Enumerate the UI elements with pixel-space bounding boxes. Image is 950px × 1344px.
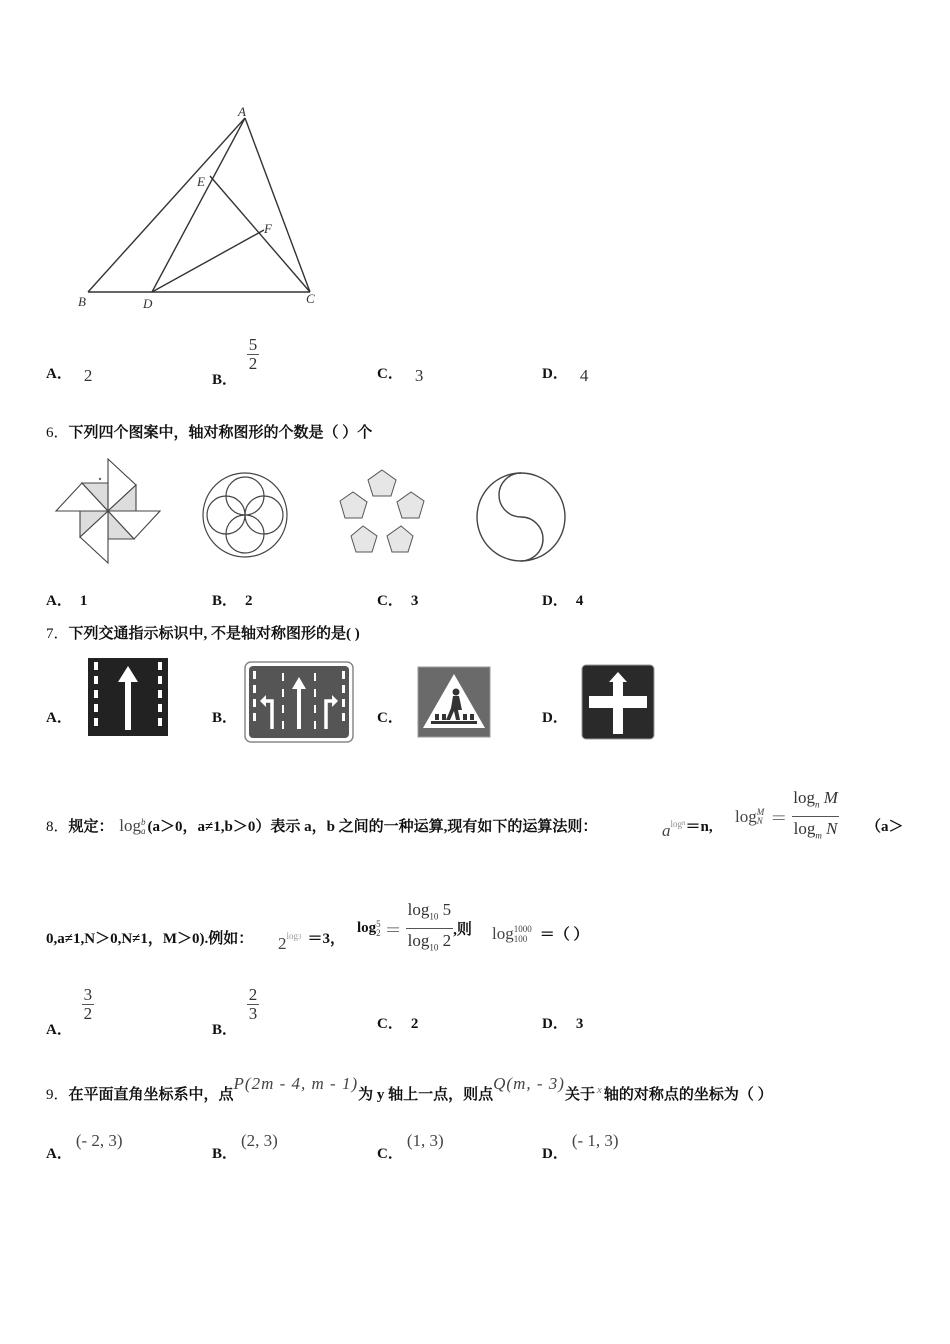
q8-example1: $2^{log3} =3$， — [278, 931, 346, 953]
q6-stem: 6．下列四个图案中，轴对称图形的个数是（ ）个 — [46, 425, 373, 441]
label-e: E — [197, 174, 205, 189]
label-d: D — [143, 296, 153, 311]
q7-option-c[interactable]: C． — [377, 710, 403, 726]
q6-option-c[interactable]: C． 3 — [377, 593, 419, 609]
log-a-b: log b a — [119, 816, 146, 837]
q6-option-b[interactable]: B． 2 — [212, 593, 253, 609]
q8-option-c[interactable]: C． 2 — [377, 1016, 419, 1032]
pentagon-ring-figure — [336, 468, 428, 558]
q9-option-b[interactable]: B．(2, 3) — [212, 1131, 278, 1162]
q8-line1-tail: （a＞ — [866, 819, 904, 835]
q5-option-c[interactable]: C． 3 — [377, 366, 424, 385]
point-q: Q(m, - 3) — [493, 1074, 565, 1093]
label-c: C — [306, 291, 315, 306]
triangle-figure — [70, 100, 340, 315]
label-a: A — [238, 104, 246, 119]
q8-question: log 1000 100 ＝（ ） — [492, 923, 589, 944]
q5-option-b[interactable]: B． $\frac{5}{2}$ — [212, 335, 258, 388]
q8-rule1: $a^{logn}=n$, — [662, 819, 713, 840]
q5-option-d[interactable]: D． 4 — [542, 366, 589, 385]
q8-option-b[interactable]: B． $\frac{2}{3}$ — [212, 985, 258, 1038]
line-ec — [210, 176, 310, 292]
q8-option-d[interactable]: D． 3 — [542, 1016, 584, 1032]
label-f: F — [264, 221, 272, 236]
pedestrian-crossing-sign — [417, 666, 491, 738]
q8-example2: log 5 2 ＝ $\frac{\log_{10} 5}{\log_{10} 2}$ ,则 — [357, 898, 472, 960]
pinwheel-figure — [52, 455, 164, 567]
q7-option-a[interactable]: A． — [46, 710, 72, 726]
q9-option-c[interactable]: C．(1, 3) — [377, 1131, 444, 1162]
point-p: P(2m - 4, m - 1) — [233, 1074, 359, 1093]
q8-line2: 0,a≠1,N＞0,N≠1，M＞0).例如： — [46, 931, 254, 947]
label-b: B — [78, 294, 86, 309]
q9-stem: 9．在平面直角坐标系中，点P(2m - 4, m - 1)为 y 轴上一点，则点Q(m, - 3)关于 $^x$ 轴的对称点的坐标为（ ） — [46, 1074, 773, 1103]
crossroad-sign — [581, 664, 655, 740]
q7-option-d[interactable]: D． — [542, 710, 568, 726]
q8-line1: 8．规定： log b a (a＞0，a≠1,b＞0）表示 a，b 之间的一种运算,现有如下的运算法则： — [46, 816, 598, 837]
q7-stem: 7．下列交通指示标识中, 不是轴对称图形的是( ) — [46, 626, 360, 642]
four-circles-figure — [200, 470, 290, 560]
multi-lane-sign — [244, 661, 354, 743]
q6-option-a[interactable]: A． 1 — [46, 593, 88, 609]
q8-option-a[interactable]: A． $\frac{3}{2}$ — [46, 985, 93, 1038]
q6-option-d[interactable]: D． 4 — [542, 593, 584, 609]
yinyang-circle-figure — [474, 470, 568, 564]
q9-option-d[interactable]: D．(- 1, 3) — [542, 1131, 619, 1162]
line-ac — [245, 118, 310, 292]
straight-lane-sign — [88, 658, 168, 736]
q7-option-b[interactable]: B． — [212, 710, 238, 726]
q5-option-a[interactable]: A． 2 — [46, 366, 93, 385]
q8-rule2: log M N ＝ $\frac{\log_n M}{\log_m N}$ — [735, 786, 840, 848]
q9-option-a[interactable]: A．(- 2, 3) — [46, 1131, 123, 1162]
